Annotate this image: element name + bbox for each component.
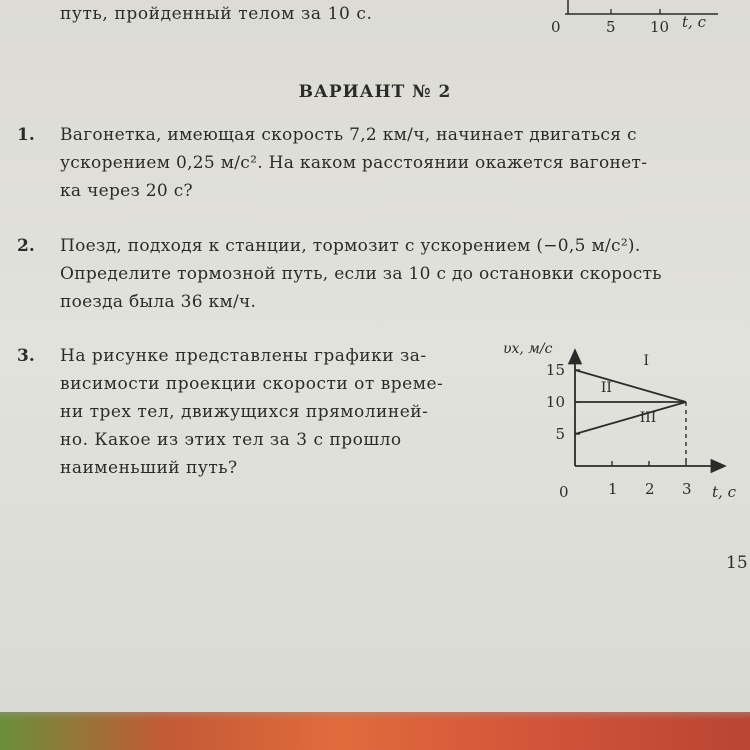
page-number: 15 [726, 553, 748, 573]
x-axis-label: t, с [712, 483, 736, 501]
series-label-II: II [600, 379, 612, 396]
previous-task-fragment: путь, пройденный телом за 10 с. [60, 4, 373, 24]
series-line-I [575, 370, 686, 402]
velocity-time-chart [500, 335, 750, 515]
x-tick-label: 3 [682, 480, 692, 498]
series-line-III [575, 402, 686, 434]
y-tick-label: 10 [545, 393, 565, 411]
y-tick-label: 5 [555, 425, 565, 443]
task-2-line: Определите тормозной путь, если за 10 с до остановки скорость [60, 264, 662, 284]
task-1-line: ускорением 0,25 м/с². На каком расстоянии окажется вагонет- [60, 153, 648, 173]
task-2-line: поезда была 36 км/ч. [60, 292, 257, 312]
y-axis-label: υx, м/с [503, 341, 553, 357]
x-tick-label: 2 [645, 480, 655, 498]
previous-axis-fragment [0, 0, 750, 45]
task-1-line: Вагонетка, имеющая скорость 7,2 км/ч, начинает двигаться с [60, 125, 637, 145]
task-2-line: Поезд, подходя к станции, тормозит с ускорением (−0,5 м/с²). [60, 236, 641, 256]
task-3-line: На рисунке представлены графики за- [60, 346, 427, 366]
origin-label: 0 [559, 483, 569, 501]
task-1-line: ка через 20 с? [60, 181, 193, 201]
task-3-number: 3. [17, 346, 35, 366]
task-1-text [60, 121, 725, 205]
series-layer [575, 353, 686, 466]
series-label-I: I [643, 352, 649, 369]
task-2-number: 2. [17, 236, 35, 256]
series-label-III: III [639, 409, 657, 426]
task-3-line: ни трех тел, движущихся прямолиней- [60, 402, 429, 422]
task-3-line: висимости проекции скорости от време- [60, 374, 444, 394]
previous-axis-label: t, с [682, 13, 706, 31]
previous-axis-tick-10: 10 [650, 18, 670, 36]
x-tick-label: 1 [608, 480, 618, 498]
task-3-text [60, 342, 485, 482]
task-3-line: наименьший путь? [60, 458, 238, 478]
task-3-line: но. Какое из этих тел за 3 с прошло [60, 430, 402, 450]
y-tick-label: 15 [545, 361, 565, 379]
previous-axis-tick-5: 5 [606, 18, 616, 36]
task-1-number: 1. [17, 125, 35, 145]
ticks-layer [546, 361, 692, 498]
variant-title: ВАРИАНТ № 2 [298, 82, 452, 102]
background-surface [0, 712, 750, 750]
task-2-text [60, 232, 725, 316]
previous-axis-tick-0: 0 [551, 18, 561, 36]
